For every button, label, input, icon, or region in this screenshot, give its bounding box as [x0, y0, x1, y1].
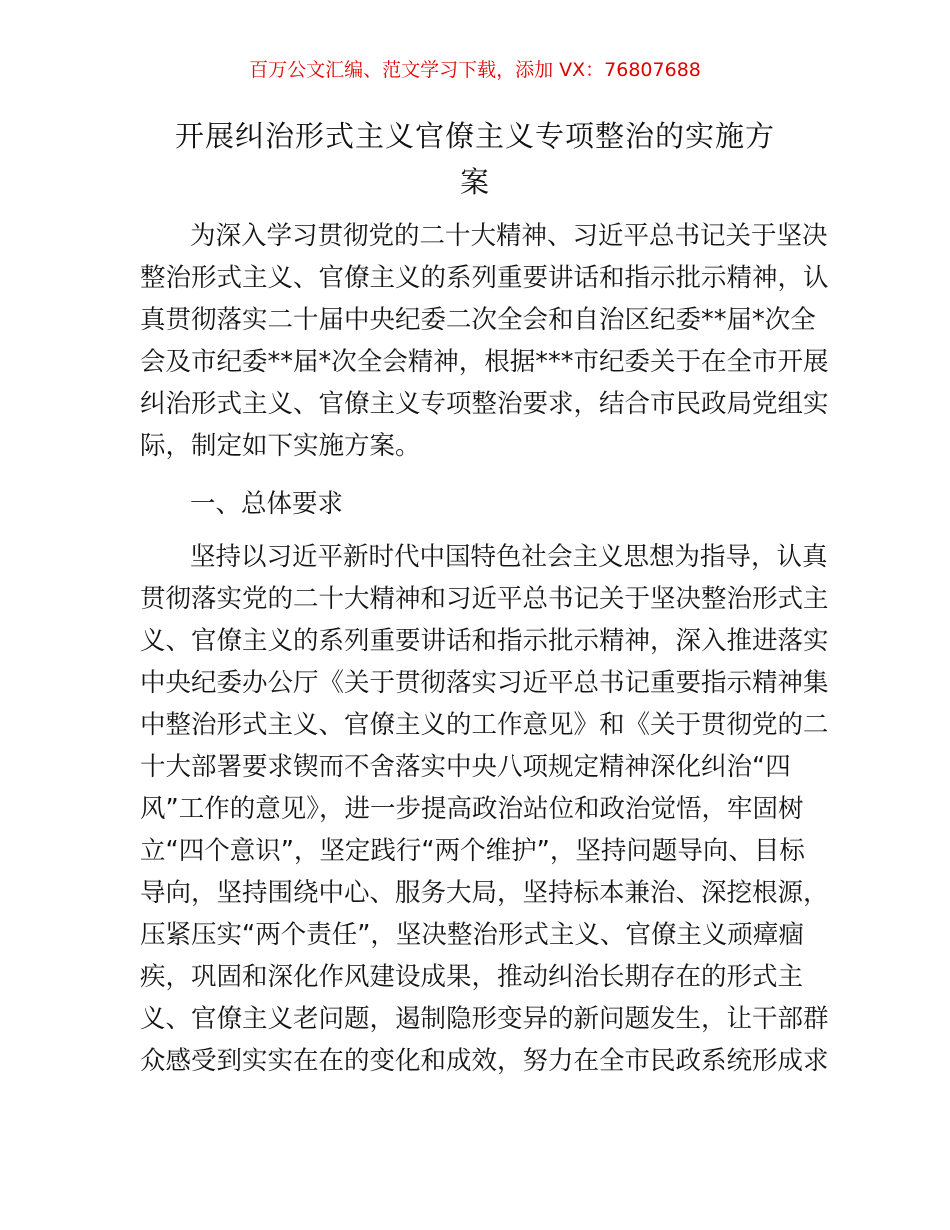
- title-line-2: 案: [459, 165, 490, 199]
- download-banner: 百万公文汇编、范文学习下载，添加 VX：76807688: [249, 59, 701, 81]
- body-line: 疾，巩固和深化作风建设成果，推动纠治长期存在的形式主: [140, 962, 804, 992]
- body-line: 立“四个意识”，坚定践行“两个维护”，坚持问题导向、目标: [140, 836, 805, 866]
- intro-line: 纠治形式主义、官僚主义专项整治要求，结合市民政局党组实: [140, 389, 829, 419]
- intro-line: 会及市纪委**届*次全会精神，根据***市纪委关于在全市开展: [140, 347, 829, 377]
- document-title: [140, 113, 810, 205]
- body-line: 义、官僚主义老问题，遏制隐形变异的新问题发生，让干部群: [140, 1004, 829, 1034]
- body-line: 众感受到实实在在的变化和成效，努力在全市民政系统形成求: [140, 1046, 829, 1076]
- body-line: 十大部署要求锲而不舍落实中央八项规定精神深化纠治“四: [140, 752, 791, 782]
- body-line: 中整治形式主义、官僚主义的工作意见》和《关于贯彻党的二: [140, 710, 829, 740]
- section-heading: 一、总体要求: [190, 489, 344, 519]
- body-line: 风”工作的意见》，进一步提高政治站位和政治觉悟，牢固树: [140, 794, 804, 824]
- intro-line: 际，制定如下实施方案。: [140, 431, 421, 461]
- body-line: 压紧压实“两个责任”，坚决整治形式主义、官僚主义顽瘴痼: [140, 920, 804, 950]
- body-line: 义、官僚主义的系列重要讲话和指示批示精神，深入推进落实: [140, 626, 829, 656]
- intro-line: 整治形式主义、官僚主义的系列重要讲话和指示批示精神，认: [140, 263, 829, 293]
- title-line-1: 开展纠治形式主义官僚主义专项整治的实施方: [174, 119, 775, 153]
- intro-line: 为深入学习贯彻党的二十大精神、习近平总书记关于坚决: [190, 221, 828, 251]
- body-line: 贯彻落实党的二十大精神和习近平总书记关于坚决整治形式主: [140, 584, 829, 614]
- body-line: 导向，坚持围绕中心、服务大局，坚持标本兼治、深挖根源，: [140, 878, 829, 908]
- intro-line: 真贯彻落实二十届中央纪委二次全会和自治区纪委**届*次全: [140, 305, 816, 335]
- body-line: 坚持以习近平新时代中国特色社会主义思想为指导，认真: [190, 542, 828, 572]
- body-line: 中央纪委办公厅《关于贯彻落实习近平总书记重要指示精神集: [140, 668, 829, 698]
